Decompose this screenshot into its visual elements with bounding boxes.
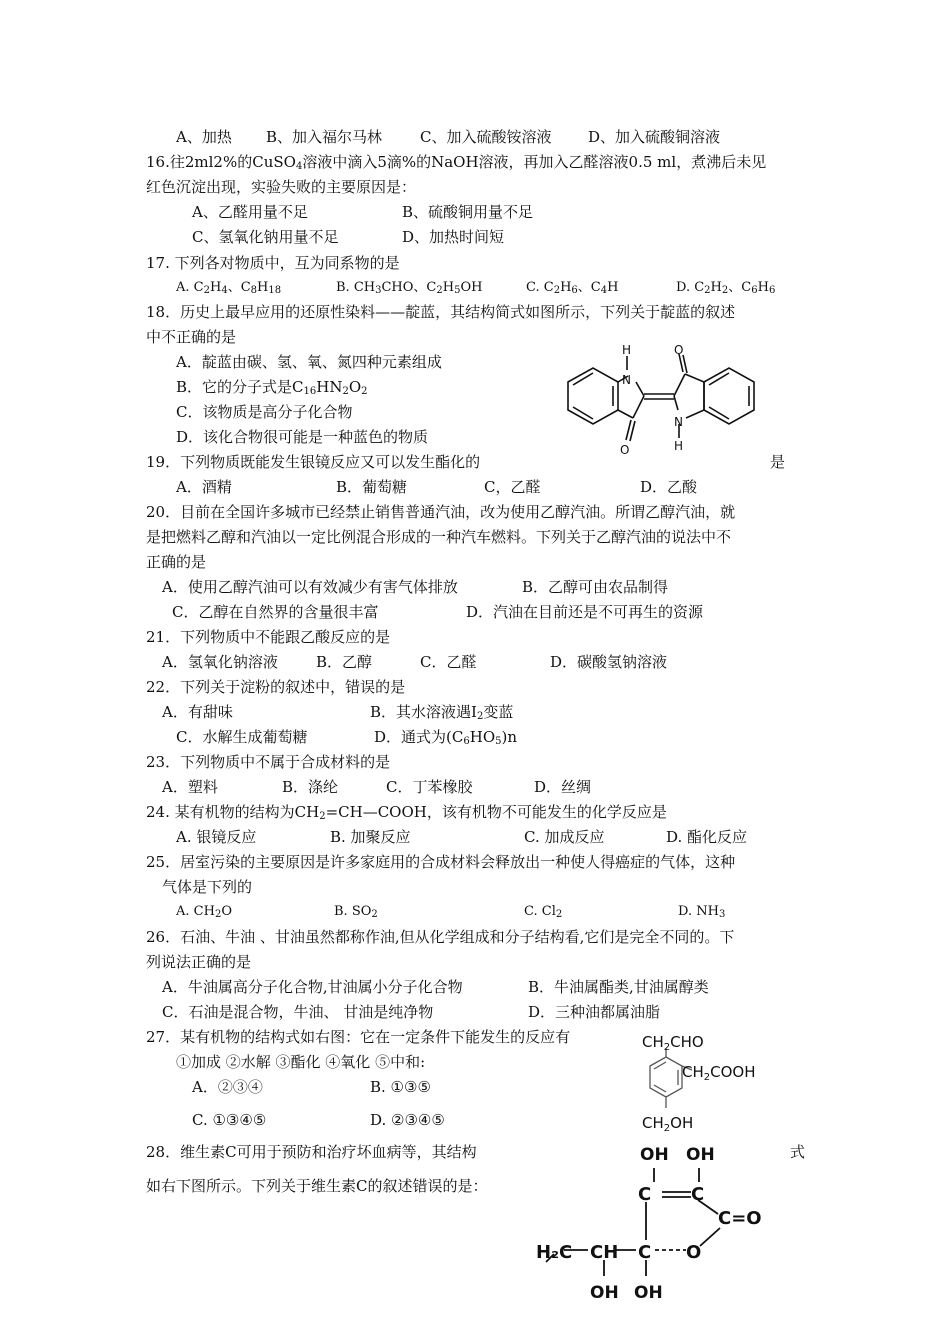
vitamin-c-structure-diagram (534, 1138, 784, 1308)
q25-stem-line2: 气体是下列的 (162, 878, 253, 896)
indigo-atom-o-top: O (674, 343, 684, 357)
q17-option-d: D. $C_2H_2$、$C_6H_6$ (676, 280, 776, 296)
q22-option-c: C．水解生成葡萄糖 (176, 728, 308, 746)
q20-stem-line3: 正确的是 (146, 553, 207, 571)
q26-option-a: A．牛油属高分子化合物,甘油属小分子化合物 (162, 978, 463, 996)
q21-stem: 21．下列物质中不能跟乙酸反应的是 (146, 628, 391, 646)
q28-stem-line1: 28．维生素C可用于预防和治疗坏血病等，其结构 (146, 1143, 477, 1161)
q26-option-c: C．石油是混合物，牛油、 甘油是纯净物 (162, 1003, 434, 1021)
q18-option-d: D．该化合物很可能是一种蓝色的物质 (176, 428, 429, 446)
vitc-oh-top-left: OH (640, 1145, 669, 1165)
q17-option-b: B. $CH_3CHO$、$C_2H_5OH$ (336, 280, 483, 296)
q15-option-d: D、加入硫酸铜溶液 (588, 128, 721, 146)
vitc-oh-top-right: OH (686, 1145, 715, 1165)
q17-option-a: A. $C_2H_4$、$C_8H_{18}$ (176, 280, 282, 296)
q28-stem-line2: 如右下图所示。下列关于维生素C的叙述错误的是： (146, 1177, 488, 1195)
vitc-ch: CH (590, 1242, 619, 1263)
q26-option-b: B．牛油属酯类,甘油属醇类 (528, 978, 709, 996)
vitc-c-chain: C (638, 1242, 652, 1263)
q23-option-d: D．丝绸 (534, 778, 592, 796)
q26-option-d: D．三种油都属油脂 (528, 1003, 661, 1021)
q22-option-d: D．通式为$(C_6HO_5)n$ (374, 728, 518, 747)
q25-stem-line1: 25．居室污染的主要原因是许多家庭用的合成材料会释放出一种使人得癌症的气体，这种 (146, 853, 736, 871)
q17-stem: 17. 下列各对物质中，互为同系物的是 (146, 254, 400, 272)
q19-option-b: B．葡萄糖 (336, 478, 408, 496)
q16-option-d: D、加热时间短 (402, 228, 505, 246)
vitc-h2c: H₂C (536, 1242, 573, 1263)
q19-option-d: D．乙酸 (640, 478, 698, 496)
q27-group-ch2oh: $CH_2OH$ (642, 1114, 694, 1134)
q16-option-b: B、硫酸铜用量不足 (402, 203, 534, 221)
q24-option-b: B. 加聚反应 (330, 828, 411, 846)
vitc-c-right: C (691, 1184, 705, 1205)
q23-option-a: A．塑料 (162, 778, 218, 796)
q27-option-a: A．②③④ (192, 1078, 263, 1096)
q20-stem-line2: 是把燃料乙醇和汽油以一定比例混合形成的一种汽车燃料。下列关于乙醇汽油的说法中不 (146, 528, 732, 546)
indigo-structure-diagram (538, 342, 758, 462)
q19-stem-tail: 是 (770, 453, 786, 471)
vitc-carbonyl: C=O (718, 1208, 762, 1229)
q18-option-c: C．该物质是高分子化合物 (176, 403, 353, 421)
vitc-c-left: C (638, 1184, 652, 1205)
vitc-oh-bottom-right: OH (634, 1283, 663, 1303)
q16-option-a: A、乙醛用量不足 (192, 203, 308, 221)
q18-option-a: A．靛蓝由碳、氢、氧、氮四种元素组成 (176, 353, 442, 371)
q24-option-c: C. 加成反应 (524, 828, 605, 846)
q18-stem-line2: 中不正确的是 (146, 328, 237, 346)
q25-option-b: B. $SO_2$ (334, 904, 378, 920)
q24-option-d: D. 酯化反应 (666, 828, 748, 846)
q22-option-b: B．其水溶液遇$I_2$变蓝 (370, 703, 514, 722)
q27-reaction-list: ①加成 ②水解 ③酯化 ④氧化 ⑤中和: (176, 1053, 426, 1071)
q22-stem: 22．下列关于淀粉的叙述中，错误的是 (146, 678, 406, 696)
q27-structure-diagram (620, 1030, 760, 1140)
q19-stem: 19．下列物质既能发生银镜反应又可以发生酯化的 (146, 453, 481, 471)
q15-option-b: B、加入福尔马林 (266, 128, 383, 146)
q23-stem: 23．下列物质中不属于合成材料的是 (146, 753, 391, 771)
q19-option-c: C，乙醛 (484, 478, 541, 496)
q18-stem-line1: 18．历史上最早应用的还原性染料——靛蓝，其结构简式如图所示，下列关于靛蓝的叙述 (146, 303, 736, 321)
q25-option-a: A. $CH_2O$ (176, 904, 232, 920)
q21-option-d: D．碳酸氢钠溶液 (550, 653, 668, 671)
q25-option-d: D. $NH_3$ (678, 904, 726, 920)
q28-stem-tail: 式 (790, 1143, 806, 1161)
q27-group-ch2cooh: $CH_2COOH$ (682, 1063, 756, 1083)
q21-option-a: A．氢氧化钠溶液 (162, 653, 278, 671)
q16-stem-line1: 16.往2ml2%的CuSO$_4$溶液中滴入5滴%的NaOH溶液，再加入乙醛溶液0.5 ml，煮沸后未见 (146, 153, 767, 172)
q27-option-d: D. ②③④⑤ (370, 1111, 445, 1129)
q27-option-b: B. ①③⑤ (370, 1078, 431, 1096)
q16-option-c: C、氢氧化钠用量不足 (192, 228, 339, 246)
indigo-atom-n-left: N (622, 373, 631, 387)
indigo-atom-h-bottom: H (674, 439, 684, 453)
q22-option-a: A．有甜味 (162, 703, 233, 721)
q16-stem-line2: 红色沉淀出现，实验失败的主要原因是： (146, 178, 417, 196)
q15-option-c: C、加入硫酸铵溶液 (420, 128, 552, 146)
q18-option-b: B．它的分子式是$C_{16}HN_2O_2$ (176, 378, 368, 397)
q19-option-a: A．酒精 (176, 478, 232, 496)
q26-stem-line2: 列说法正确的是 (146, 953, 252, 971)
indigo-atom-n-right: N (674, 415, 683, 429)
q23-option-b: B．涤纶 (282, 778, 339, 796)
q20-stem-line1: 20．目前在全国许多城市已经禁止销售普通汽油，改为使用乙醇汽油。所谓乙醇汽油，就 (146, 503, 736, 521)
q25-option-c: C. $Cl_2$ (524, 904, 563, 920)
q23-option-c: C．丁苯橡胶 (386, 778, 473, 796)
vitc-oh-bottom-left: OH (590, 1283, 619, 1303)
q15-option-a: A、加热 (176, 128, 232, 146)
q26-stem-line1: 26．石油、牛油 、甘油虽然都称作油,但从化学组成和分子结构看,它们是完全不同的。下 (146, 928, 735, 946)
indigo-atom-h-top: H (622, 343, 632, 357)
vitc-ring-oxygen: O (686, 1242, 702, 1263)
q20-option-b: B．乙醇可由农品制得 (522, 578, 669, 596)
q21-option-c: C．乙醛 (420, 653, 477, 671)
q20-option-d: D．汽油在目前还是不可再生的资源 (466, 603, 704, 621)
q20-option-a: A．使用乙醇汽油可以有效减少有害气体排放 (162, 578, 458, 596)
q27-group-ch2cho: $CH_2CHO$ (642, 1033, 704, 1053)
q20-option-c: C．乙醇在自然界的含量很丰富 (172, 603, 379, 621)
q17-option-c: C. $C_2H_6$、$C_4H$ (526, 280, 619, 296)
q27-stem: 27．某有机物的结构式如右图：它在一定条件下能发生的反应有 (146, 1028, 571, 1046)
q24-option-a: A. 银镜反应 (176, 828, 257, 846)
indigo-atom-o-bottom: O (620, 443, 630, 457)
q27-option-c: C. ①③④⑤ (192, 1111, 267, 1129)
q24-stem: 24. 某有机物的结构为$CH_2=CH—COOH$，该有机物不可能发生的化学反应是 (146, 803, 667, 822)
q21-option-b: B．乙醇 (316, 653, 373, 671)
